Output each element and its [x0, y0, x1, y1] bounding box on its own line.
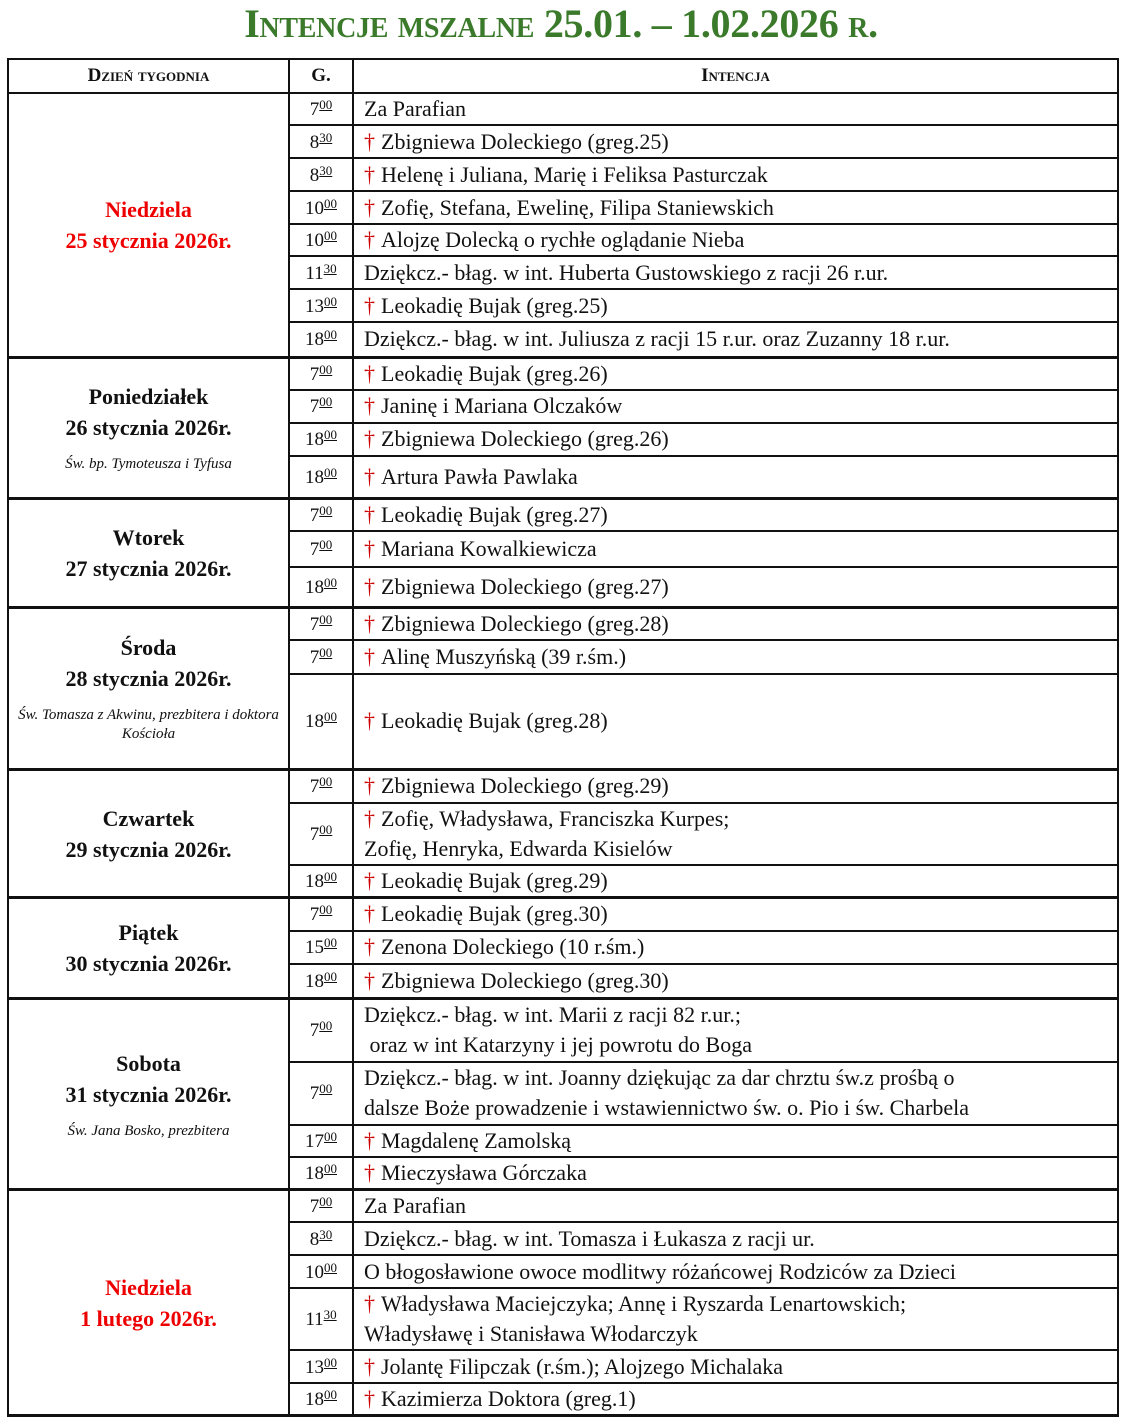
day-date: 27 stycznia 2026r.	[65, 555, 232, 581]
cross-icon: †	[364, 1353, 375, 1379]
minute-value: 00	[324, 195, 337, 211]
hour-value: 7	[309, 823, 320, 845]
intention-text	[353, 191, 1118, 224]
intention-line	[364, 258, 1117, 288]
intention-line	[364, 1224, 1117, 1254]
day-date: 28 stycznia 2026r.	[65, 666, 232, 692]
intention-line	[364, 359, 1117, 389]
cross-icon: †	[364, 1386, 375, 1411]
day-date: 1 lutego 2026r.	[80, 1305, 217, 1331]
intention-line-text: Dziękcz.- błag. w int. Tomasza i Łukasza z racji ur.	[364, 1225, 815, 1251]
minute-value: 00	[324, 935, 337, 950]
intention-text	[353, 770, 1118, 803]
hour-value: 18	[305, 329, 324, 351]
minute-value: 00	[324, 1160, 337, 1176]
intention-line-text: Dziękcz.- błag. w int. Marii z racji 82 r.ur.;	[364, 1002, 741, 1028]
intention-line-text: Kazimierza Doktora (greg.1)	[381, 1386, 636, 1411]
cross-icon: †	[364, 360, 375, 386]
cross-icon: †	[364, 1291, 375, 1316]
intention-line	[364, 160, 1117, 190]
minute-value: 00	[324, 1128, 337, 1144]
cross-icon: †	[364, 708, 375, 734]
cross-icon: †	[364, 1159, 375, 1185]
intention-line-text: Zbigniewa Doleckiego (greg.28)	[381, 610, 669, 636]
intention-line-text: Zbigniewa Doleckiego (greg.29)	[381, 773, 669, 799]
intention-line-text: Artura Pawła Pawlaka	[381, 463, 578, 489]
hour-value: 11	[305, 262, 324, 284]
minute-value: 30	[319, 1226, 333, 1242]
cross-icon: †	[364, 393, 375, 418]
intention-text	[353, 322, 1118, 357]
cross-icon: †	[364, 1127, 375, 1153]
intention-line-text: Mieczysława Górczaka	[381, 1159, 587, 1185]
hour-value: 7	[309, 904, 320, 926]
hour-value: 18	[305, 466, 324, 488]
minute-value: 00	[324, 574, 337, 590]
intention-line	[364, 771, 1117, 801]
intention-text	[353, 158, 1118, 191]
day-cell	[8, 999, 289, 1190]
intention-line	[364, 966, 1117, 996]
hour-value: 18	[305, 1162, 324, 1184]
intention-text	[353, 125, 1118, 158]
cross-icon: †	[364, 161, 375, 187]
intention-line-text: Magdalenę Zamolską	[381, 1127, 571, 1153]
mass-hour	[289, 567, 353, 607]
hour-value: 10	[305, 1261, 324, 1283]
intention-text	[353, 1288, 1118, 1350]
page-title: Intencje mszalne 25.01. – 1.02.2026 r.	[244, 1, 878, 46]
mass-hour	[289, 125, 353, 158]
minute-value: 00	[324, 709, 337, 725]
intention-line	[364, 1126, 1117, 1156]
intention-line	[364, 609, 1117, 639]
hour-value: 10	[305, 230, 324, 251]
hour-value: 7	[309, 396, 320, 417]
hour-value: 10	[305, 197, 324, 219]
intention-line	[364, 1352, 1117, 1382]
minute-value: 00	[319, 394, 333, 409]
minute-value: 00	[319, 774, 333, 790]
minute-value: 00	[319, 361, 333, 377]
mass-hour	[289, 158, 353, 191]
hour-value: 11	[305, 1309, 324, 1330]
intention-line	[364, 127, 1117, 157]
mass-hour	[289, 1157, 353, 1190]
mass-hour	[289, 1255, 353, 1288]
cross-icon: †	[364, 292, 375, 318]
header-day: Dzień tygodnia	[8, 59, 289, 93]
feast-label: Św. bp. Tymoteusza i Tyfusa	[65, 456, 232, 473]
intention-text	[353, 357, 1118, 390]
minute-value: 30	[319, 162, 333, 178]
intention-text	[353, 93, 1118, 125]
day-date: 25 stycznia 2026r.	[65, 227, 232, 253]
intention-text	[353, 865, 1118, 898]
minute-value: 00	[324, 228, 337, 243]
intention-line	[364, 1384, 1117, 1414]
table-row	[8, 999, 1118, 1062]
intention-line	[364, 193, 1117, 223]
minute-value: 00	[319, 644, 333, 660]
intention-line-2: Zofię, Henryka, Edwarda Kisielów	[364, 835, 673, 861]
intention-line	[364, 572, 1117, 602]
intention-line-text: Zbigniewa Doleckiego (greg.30)	[381, 967, 669, 993]
intention-line-text: Zbigniewa Doleckiego (greg.25)	[381, 128, 669, 154]
table-row	[8, 898, 1118, 931]
day-cell	[8, 1190, 289, 1416]
minute-value: 00	[324, 868, 337, 884]
cross-icon: †	[364, 967, 375, 993]
intention-line	[364, 706, 1117, 736]
intention-line-text: Władysława Maciejczyka; Annę i Ryszarda Lenartowskich;	[381, 1291, 907, 1316]
cross-icon: †	[364, 901, 375, 927]
cross-icon: †	[364, 194, 375, 220]
intention-line-text: Leokadię Bujak (greg.27)	[381, 502, 608, 527]
intention-line-text: Leokadię Bujak (greg.26)	[381, 360, 608, 386]
hour-value: 17	[305, 1130, 324, 1152]
mass-hour	[289, 1125, 353, 1157]
intention-line-2: dalsze Boże prowadzenie i wstawiennictwo św. o. Pio i św. Charbela	[364, 1095, 970, 1120]
day-name: Czwartek	[102, 805, 195, 831]
intention-text	[353, 567, 1118, 607]
minute-value: 00	[324, 293, 337, 309]
mass-hour	[289, 1350, 353, 1383]
mass-hour	[289, 1190, 353, 1223]
intention-line-text: Zenona Doleckiego (10 r.śm.)	[381, 934, 645, 959]
day-cell	[8, 898, 289, 999]
hour-value: 13	[305, 295, 324, 317]
intention-line	[364, 500, 1117, 530]
day-date: 30 stycznia 2026r.	[65, 951, 232, 976]
mass-hour	[289, 322, 353, 357]
mass-hour	[289, 357, 353, 390]
minute-value: 00	[324, 464, 337, 480]
mass-hour	[289, 499, 353, 532]
intention-line	[364, 1191, 1117, 1221]
cross-icon: †	[364, 536, 375, 561]
minute-value: 30	[323, 260, 337, 276]
day-cell	[8, 93, 289, 357]
intention-text	[353, 1157, 1118, 1190]
hour-value: 7	[309, 505, 320, 526]
mass-hour	[289, 803, 353, 865]
mass-hour	[289, 931, 353, 964]
intention-line-text: Zbigniewa Doleckiego (greg.26)	[381, 426, 669, 451]
hour-value: 18	[305, 711, 324, 733]
day-name: Środa	[120, 635, 177, 661]
intention-text	[353, 898, 1118, 931]
cross-icon: †	[364, 573, 375, 599]
minute-value: 00	[319, 1018, 333, 1034]
minute-value: 00	[319, 611, 333, 627]
intention-line	[364, 866, 1117, 896]
day-cell	[8, 607, 289, 770]
minute-value: 00	[319, 902, 333, 918]
hour-value: 7	[309, 363, 320, 385]
mass-hour	[289, 423, 353, 456]
minute-value: 00	[319, 821, 333, 837]
feast-label: Św. Tomasza z Akwinu, prezbitera i doktora Kościoła	[18, 707, 279, 743]
intention-text	[353, 456, 1118, 499]
intention-text	[353, 674, 1118, 770]
intention-text	[353, 607, 1118, 640]
intention-text	[353, 1190, 1118, 1223]
intention-text	[353, 931, 1118, 964]
day-name: Poniedziałek	[88, 384, 209, 410]
hour-value: 8	[309, 164, 320, 186]
mass-hour	[289, 964, 353, 999]
intention-line	[364, 462, 1117, 492]
intention-line-text: Leokadię Bujak (greg.25)	[381, 292, 608, 318]
mass-hour	[289, 640, 353, 674]
table-row	[8, 770, 1118, 803]
intention-text	[353, 423, 1118, 456]
intention-line-text: O błogosławione owoce modlitwy różańcowej Rodziców za Dzieci	[364, 1258, 956, 1284]
table-row	[8, 1190, 1118, 1223]
minute-value: 00	[319, 97, 333, 112]
cross-icon: †	[364, 128, 375, 154]
hour-value: 15	[305, 937, 324, 958]
cross-icon: †	[364, 867, 375, 893]
intention-line	[364, 424, 1117, 454]
intention-line-text: Za Parafian	[364, 1193, 466, 1218]
table-row	[8, 93, 1118, 125]
intention-line-text: Zbigniewa Doleckiego (greg.27)	[381, 573, 669, 599]
intention-text	[353, 964, 1118, 999]
day-name: Niedziela	[105, 1274, 192, 1300]
minute-value: 00	[324, 327, 337, 343]
mass-hour	[289, 898, 353, 931]
intention-line-text: Janinę i Mariana Olczaków	[381, 393, 623, 418]
intention-line	[364, 225, 1117, 255]
intention-line-text: Za Parafian	[364, 96, 466, 121]
mass-hour	[289, 999, 353, 1062]
intention-line	[364, 94, 1117, 124]
mass-hour	[289, 674, 353, 770]
day-name: Sobota	[116, 1050, 181, 1076]
table-row	[8, 607, 1118, 640]
cross-icon: †	[364, 463, 375, 489]
day-cell	[8, 357, 289, 499]
intention-text	[353, 1255, 1118, 1288]
mass-hour	[289, 256, 353, 289]
mass-hour	[289, 289, 353, 322]
intention-line-text: Dziękcz.- błag. w int. Juliusza z racji 15 r.ur. oraz Zuzanny 18 r.ur.	[364, 326, 950, 352]
intention-text	[353, 640, 1118, 674]
mass-hour	[289, 390, 353, 423]
intention-line-2: oraz w int Katarzyny i jej powrotu do Boga	[364, 1032, 752, 1058]
intention-line-text: Leokadię Bujak (greg.30)	[381, 901, 608, 927]
day-name: Wtorek	[112, 524, 185, 550]
hour-value: 8	[309, 1228, 320, 1250]
cross-icon: †	[364, 643, 375, 669]
intention-line-text: Jolantę Filipczak (r.śm.); Alojzego Michalaka	[381, 1353, 784, 1379]
cross-icon: †	[364, 934, 375, 959]
intention-text	[353, 1350, 1118, 1383]
mass-hour	[289, 1288, 353, 1350]
minute-value: 30	[319, 129, 333, 145]
mass-hour	[289, 456, 353, 499]
intention-line	[364, 1000, 1117, 1030]
mass-hour	[289, 1383, 353, 1416]
intention-line	[364, 1158, 1117, 1188]
mass-hour	[289, 1062, 353, 1125]
day-cell	[8, 499, 289, 608]
header-hour: G.	[289, 59, 353, 93]
cross-icon: †	[364, 773, 375, 799]
mass-intentions-table	[7, 58, 1119, 1417]
intention-text	[353, 256, 1118, 289]
hour-value: 7	[309, 1196, 320, 1217]
minute-value: 00	[324, 1354, 337, 1370]
intention-line-text: Dziękcz.- błag. w int. Huberta Gustowskiego z racji 26 r.ur.	[364, 259, 889, 285]
day-name: Niedziela	[105, 196, 192, 222]
minute-value: 30	[323, 1307, 337, 1322]
intention-text	[353, 224, 1118, 256]
hour-value: 18	[305, 970, 324, 992]
intention-line-text: Helenę i Juliana, Marię i Feliksa Pasturczak	[381, 161, 768, 187]
intention-line-text: Mariana Kowalkiewicza	[381, 536, 597, 561]
intention-text	[353, 390, 1118, 423]
feast-label: Św. Jana Bosko, prezbitera	[67, 1122, 230, 1139]
minute-value: 00	[324, 427, 337, 442]
mass-hour	[289, 531, 353, 567]
intention-line	[364, 804, 1117, 834]
hour-value: 8	[309, 131, 320, 153]
intention-line	[364, 1289, 1117, 1319]
day-cell	[8, 770, 289, 898]
hour-value: 18	[305, 429, 324, 450]
mass-hour	[289, 770, 353, 803]
header-intention: Intencja	[353, 59, 1118, 93]
intention-line-text: Alinę Muszyńską (39 r.śm.)	[381, 643, 627, 669]
hour-value: 7	[309, 646, 320, 668]
mass-hour	[289, 865, 353, 898]
minute-value: 00	[324, 968, 337, 984]
mass-hour	[289, 1222, 353, 1255]
hour-value: 18	[305, 576, 324, 598]
hour-value: 18	[305, 1389, 324, 1410]
hour-value: 7	[309, 1083, 320, 1104]
intention-line-text: Leokadię Bujak (greg.29)	[381, 867, 608, 893]
hour-value: 18	[305, 870, 324, 892]
mass-hour	[289, 607, 353, 640]
intention-line-text: Alojzę Dolecką o rychłe oglądanie Nieba	[381, 227, 745, 252]
intention-text	[353, 531, 1118, 567]
hour-value: 7	[309, 99, 320, 120]
intention-text	[353, 499, 1118, 532]
table-body	[8, 93, 1118, 1416]
intention-line	[364, 899, 1117, 929]
day-date: 26 stycznia 2026r.	[65, 415, 232, 441]
hour-value: 7	[309, 1020, 320, 1042]
cross-icon: †	[364, 426, 375, 451]
cross-icon: †	[364, 502, 375, 527]
intention-line-text: Zofię, Władysława, Franciszka Kurpes;	[381, 805, 730, 831]
intention-line	[364, 1257, 1117, 1287]
minute-value: 00	[319, 537, 333, 552]
hour-value: 7	[309, 776, 320, 798]
cross-icon: †	[364, 227, 375, 252]
intention-text	[353, 1222, 1118, 1255]
minute-value: 00	[324, 1387, 337, 1402]
table-header-row	[8, 59, 1118, 93]
minute-value: 00	[324, 1259, 337, 1275]
minute-value: 00	[319, 1081, 333, 1096]
intention-line	[364, 932, 1117, 962]
cross-icon: †	[364, 610, 375, 636]
intention-line	[364, 534, 1117, 564]
mass-hour	[289, 93, 353, 125]
hour-value: 7	[309, 613, 320, 635]
mass-hour	[289, 224, 353, 256]
intention-text	[353, 289, 1118, 322]
day-name: Piątek	[118, 920, 179, 945]
intention-line	[364, 324, 1117, 354]
intention-line	[364, 642, 1117, 672]
hour-value: 7	[309, 539, 320, 560]
intention-text	[353, 999, 1118, 1062]
intention-text	[353, 1383, 1118, 1416]
intention-line	[364, 391, 1117, 421]
hour-value: 13	[305, 1356, 324, 1378]
intention-line-text: Zofię, Stefana, Ewelinę, Filipa Staniewskich	[381, 194, 774, 220]
table-row	[8, 499, 1118, 532]
intention-line	[364, 291, 1117, 321]
table-row	[8, 357, 1118, 390]
minute-value: 00	[319, 503, 333, 518]
intention-text	[353, 1062, 1118, 1125]
intention-text	[353, 803, 1118, 865]
intention-line-2: Władysławę i Stanisława Włodarczyk	[364, 1321, 698, 1346]
day-date: 31 stycznia 2026r.	[65, 1081, 232, 1107]
mass-hour	[289, 191, 353, 224]
cross-icon: †	[364, 805, 375, 831]
intention-line-text: Leokadię Bujak (greg.28)	[381, 708, 608, 734]
intention-line	[364, 1063, 1117, 1093]
minute-value: 00	[319, 1194, 333, 1209]
intention-text	[353, 1125, 1118, 1157]
day-date: 29 stycznia 2026r.	[65, 836, 232, 862]
intention-line-text: Dziękcz.- błag. w int. Joanny dziękując za dar chrztu św.z prośbą o	[364, 1065, 955, 1090]
